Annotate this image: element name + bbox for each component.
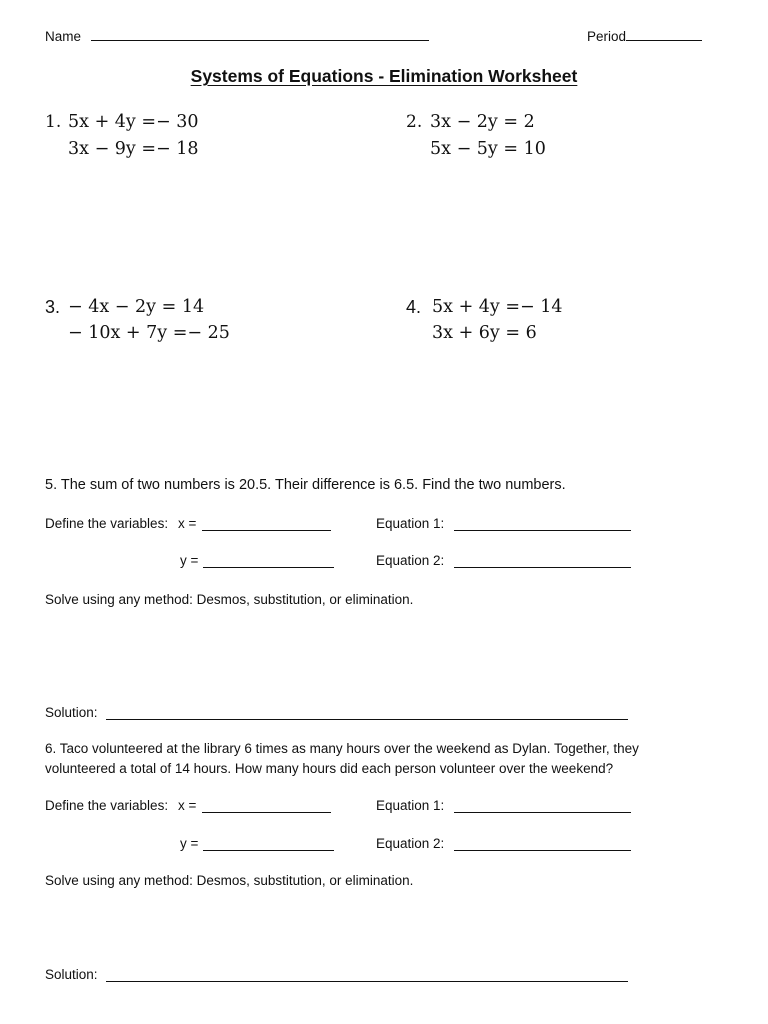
name-blank[interactable] bbox=[91, 28, 429, 41]
problem-6-equation-1-blank[interactable] bbox=[454, 812, 631, 813]
problem-3-equation-1: − 4x − 2y = 14 bbox=[68, 297, 205, 317]
problem-5-equation-1-label: Equation 1: bbox=[376, 516, 445, 531]
name-field[interactable] bbox=[45, 28, 429, 44]
problem-6-y-blank[interactable] bbox=[203, 850, 334, 851]
period-blank[interactable] bbox=[626, 28, 702, 41]
problem-1-equation-1: 5x + 4y =− 30 bbox=[68, 112, 199, 132]
problem-5-solution-label: Solution: bbox=[45, 705, 98, 720]
problem-6-solution-label: Solution: bbox=[45, 967, 98, 982]
name-label: Name bbox=[45, 29, 82, 44]
problem-5-x-blank[interactable] bbox=[202, 530, 331, 531]
problem-6-equation-2-blank[interactable] bbox=[454, 850, 631, 851]
problem-4-number: 4. bbox=[406, 297, 422, 317]
problem-6-define-label: Define the variables: bbox=[45, 798, 169, 813]
problem-5-equation-2-label: Equation 2: bbox=[376, 553, 445, 568]
problem-5-equation-1-blank[interactable] bbox=[454, 530, 631, 531]
problem-1-equation-2: 3x − 9y =− 18 bbox=[68, 139, 199, 159]
problem-6-solve-instructions: Solve using any method: Desmos, substitution, or elimination. bbox=[45, 873, 414, 888]
problem-2-equation-1: 3x − 2y = 2 bbox=[430, 112, 535, 132]
problem-2-equation-2: 5x − 5y = 10 bbox=[430, 139, 546, 159]
page-title: Systems of Equations - Elimination Worksheet bbox=[190, 66, 578, 86]
problem-5-solution-blank[interactable] bbox=[106, 719, 628, 720]
problem-4-equation-1: 5x + 4y =− 14 bbox=[432, 297, 563, 317]
problem-6-equation-2-label: Equation 2: bbox=[376, 836, 445, 851]
period-field[interactable] bbox=[587, 28, 702, 44]
problem-5-y-label: y = bbox=[180, 553, 199, 568]
problem-6-y-label: y = bbox=[180, 836, 199, 851]
problem-5-y-blank[interactable] bbox=[203, 567, 334, 568]
problem-6-prompt-line-2: volunteered a total of 14 hours. How many hours did each person volunteer over the weekend? bbox=[45, 761, 614, 776]
problem-5-x-label: x = bbox=[178, 516, 197, 531]
problem-6-solution-blank[interactable] bbox=[106, 981, 628, 982]
problem-4-equation-2: 3x + 6y = 6 bbox=[432, 323, 537, 343]
problem-6-prompt-line-1: 6. Taco volunteered at the library 6 times as many hours over the weekend as Dylan. Together, they bbox=[45, 741, 639, 756]
problem-5-define-label: Define the variables: bbox=[45, 516, 169, 531]
problem-3-equation-2: − 10x + 7y =− 25 bbox=[68, 323, 230, 343]
problem-6-x-label: x = bbox=[178, 798, 197, 813]
problem-5-equation-2-blank[interactable] bbox=[454, 567, 631, 568]
problem-3-number: 3. bbox=[45, 297, 61, 317]
problem-5-prompt: 5. The sum of two numbers is 20.5. Their difference is 6.5. Find the two numbers. bbox=[45, 477, 566, 493]
problem-1-number: 1. bbox=[45, 112, 62, 132]
problem-6-x-blank[interactable] bbox=[202, 812, 331, 813]
problem-5-solve-instructions: Solve using any method: Desmos, substitution, or elimination. bbox=[45, 592, 414, 607]
period-label: Period bbox=[587, 29, 627, 44]
problem-6-equation-1-label: Equation 1: bbox=[376, 798, 445, 813]
problem-2-number: 2. bbox=[406, 112, 423, 132]
